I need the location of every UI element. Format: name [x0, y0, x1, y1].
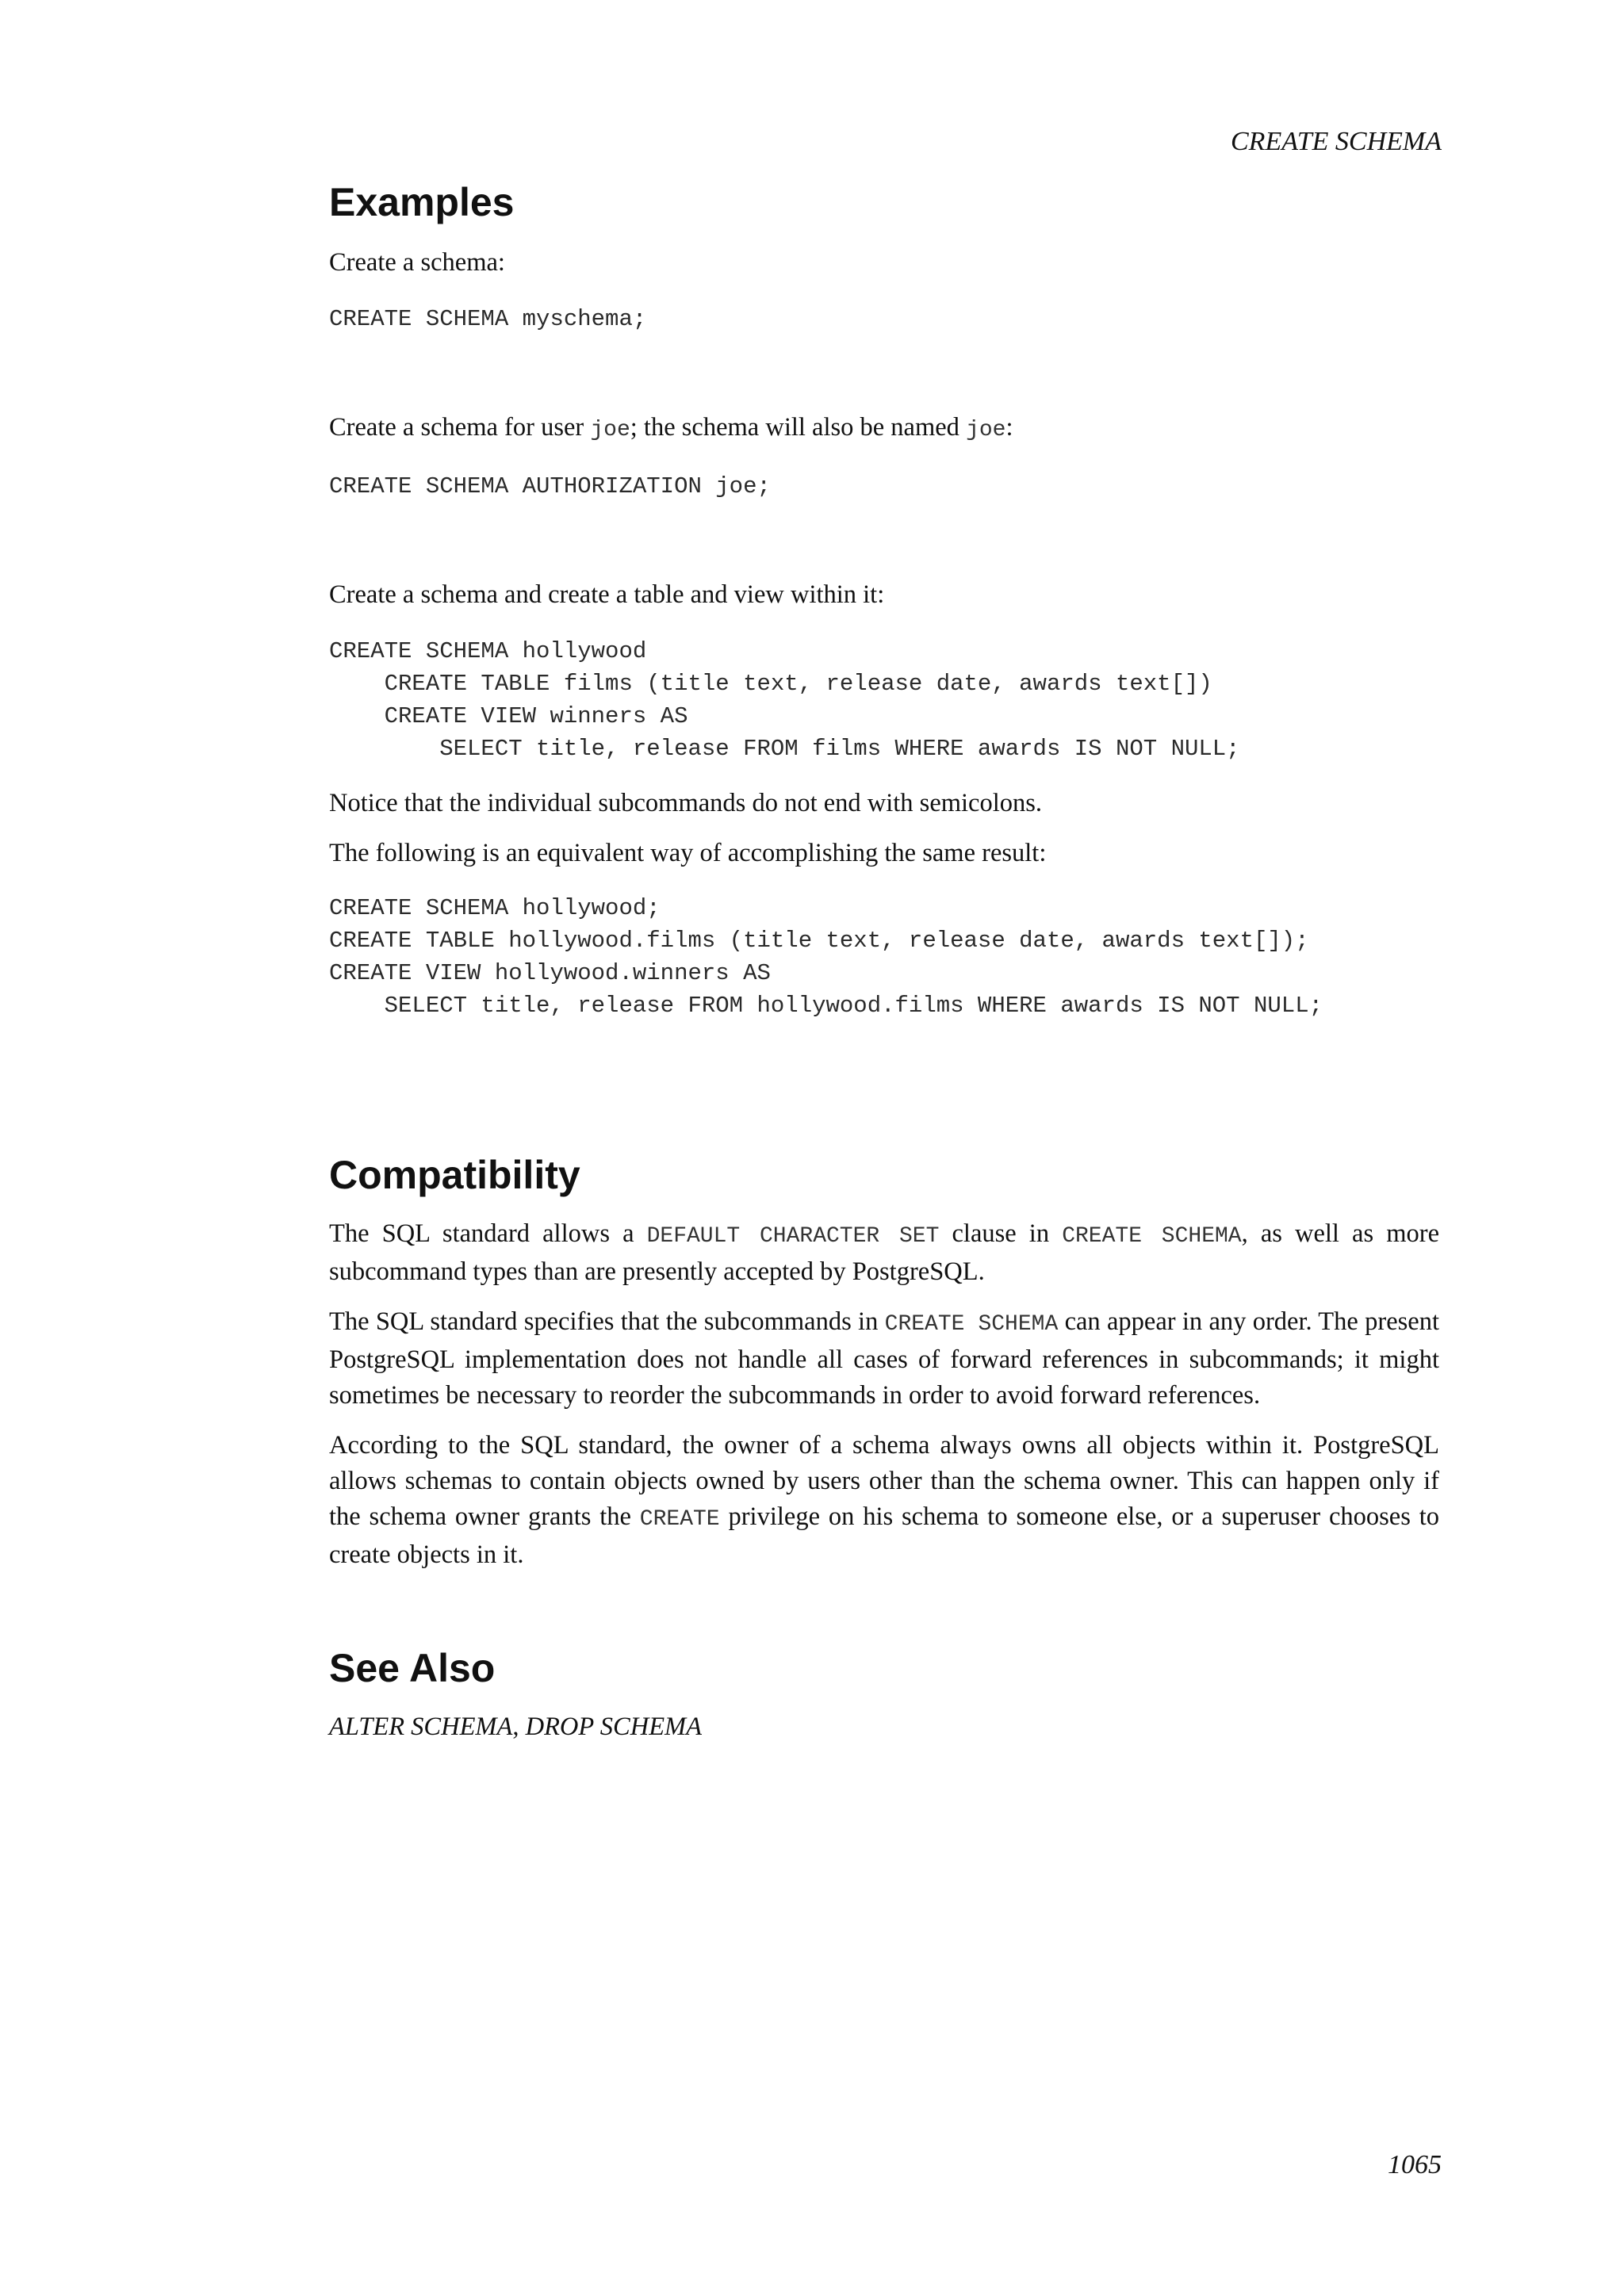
compat-p1-inline-code-1: DEFAULT CHARACTER SET [646, 1224, 940, 1249]
page-number: 1065 [1388, 2150, 1442, 2179]
content-area [329, 178, 1439, 1745]
compat-p1-text-b: clause in [939, 1219, 1063, 1248]
example-2-inline-name: joe [966, 418, 1006, 442]
note-paragraph: Notice that the individual subcommands do not end with semicolons. [329, 789, 1043, 817]
example-2-description [329, 410, 1439, 448]
compat-p3-inline-code: CREATE [639, 1507, 720, 1532]
see-also-link-drop-schema[interactable]: DROP SCHEMA [525, 1712, 702, 1741]
compatibility-paragraph-2 [329, 1304, 1439, 1414]
example-2-text-before: Create a schema for user [329, 413, 591, 442]
equivalent-paragraph: The following is an equivalent way of accomplishing the same result: [329, 839, 1047, 867]
compat-p2-inline-code: CREATE SCHEMA [884, 1312, 1059, 1337]
compat-p1-inline-code-2: CREATE SCHEMA [1062, 1224, 1242, 1249]
example-1-description: Create a schema: [329, 248, 505, 277]
compat-p3-text-a: According to the SQL standard, the owner of a schema always owns all objects within it. PostgreSQL allows schemas to contain objects owned by users other than the schema owner. This can happen only if the schema owner grants the [329, 1431, 1439, 1531]
running-header: CREATE SCHEMA [1231, 127, 1442, 156]
compatibility-paragraph-1 [329, 1216, 1439, 1290]
example-2-text-middle: ; the schema will also be named [630, 413, 967, 442]
compat-p2-text-b: can appear in any order. The present PostgreSQL implementation does not handle all cases of forward references in subcommands; it might sometimes be necessary to reorder the subcommands in order to avoid forward references. [329, 1307, 1439, 1410]
example-2-text-after: : [1005, 413, 1013, 442]
examples-heading: Examples [329, 180, 515, 224]
example-2-inline-user: joe [590, 418, 630, 442]
equivalent-code: CREATE SCHEMA hollywood; CREATE TABLE hollywood.films (title text, release date, awards text[]); CREATE VIEW hollywood.winners AS SELECT title, release FROM hollywood.films WHERE awards IS NOT NULL; [329, 895, 1323, 1019]
see-also-links [329, 1709, 1439, 1745]
compat-p1-text-c: , as well as more subcommand types than are presently accepted by PostgreSQL. [329, 1219, 1440, 1286]
compat-p1-text-a: The SQL standard allows a [329, 1219, 647, 1248]
compat-p3-text-b: privilege on his schema to someone else, or a superuser chooses to create objects in it. [329, 1502, 1439, 1569]
see-also-separator: , [512, 1712, 526, 1741]
compatibility-heading: Compatibility [329, 1153, 580, 1197]
example-3-code: CREATE SCHEMA hollywood CREATE TABLE films (title text, release date, awards text[]) CREATE VIEW winners AS SELECT title, release FROM films WHERE awards IS NOT NULL; [329, 638, 1240, 762]
example-3-description: Create a schema and create a table and view within it: [329, 580, 885, 609]
see-also-heading: See Also [329, 1646, 496, 1690]
compatibility-paragraph-3 [329, 1428, 1439, 1573]
example-1-code: CREATE SCHEMA myschema; [329, 306, 647, 332]
example-2-code: CREATE SCHEMA AUTHORIZATION joe; [329, 473, 771, 499]
compat-p2-text-a: The SQL standard specifies that the subcommands in [329, 1307, 885, 1336]
see-also-link-alter-schema[interactable]: ALTER SCHEMA [329, 1712, 513, 1741]
